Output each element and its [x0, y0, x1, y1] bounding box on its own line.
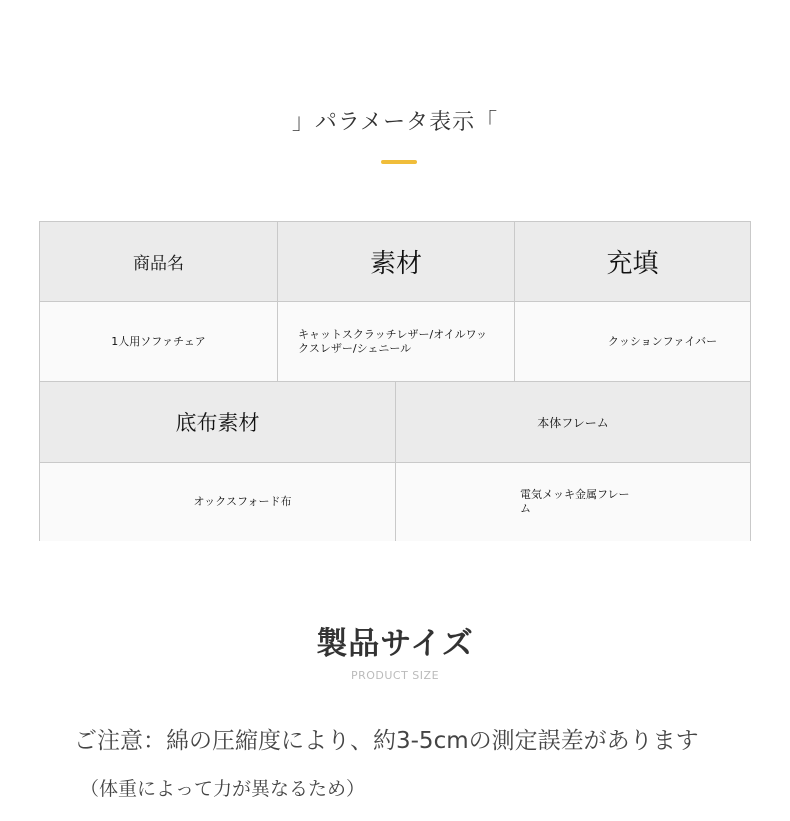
header-product-name: 商品名 — [40, 222, 278, 302]
header-material: 素材 — [278, 222, 515, 302]
measurement-note: ご注意：綿の圧縮度により、約3-5cmの測定誤差があります — [74, 728, 699, 754]
table-value-row-2 — [40, 463, 750, 541]
header-base-fabric: 底布素材 — [40, 382, 396, 463]
value-product-name-text: 1人用ソファチェア — [111, 334, 206, 348]
table-header-row-2 — [40, 382, 750, 463]
value-base-fabric-text: オックスフォード布 — [193, 495, 292, 508]
value-body-frame-text: 電気メッキ金属フレーム — [520, 488, 630, 515]
value-body-frame — [396, 463, 750, 541]
value-material-text: キャットスクラッチレザー/オイルワックスレザー/シェニール — [298, 327, 488, 355]
value-material — [278, 302, 515, 382]
measurement-note-detail: （体重によって力が異なるため） — [80, 778, 366, 800]
header-body-frame: 本体フレーム — [396, 382, 750, 463]
table-header-row — [40, 222, 750, 302]
value-filling — [515, 302, 750, 382]
value-product-name — [40, 302, 278, 382]
product-size-title: 製品サイズ — [316, 626, 474, 662]
table-value-row — [40, 302, 750, 382]
parameter-section-title: 」パラメータ表示「 — [291, 110, 499, 135]
title-accent-bar — [381, 160, 417, 164]
value-base-fabric — [40, 463, 396, 541]
header-filling: 充填 — [515, 222, 750, 302]
parameter-table — [39, 221, 751, 541]
product-size-subtitle: PRODUCT SIZE — [350, 669, 440, 682]
value-filling-text: クッションファイバー — [607, 334, 718, 348]
